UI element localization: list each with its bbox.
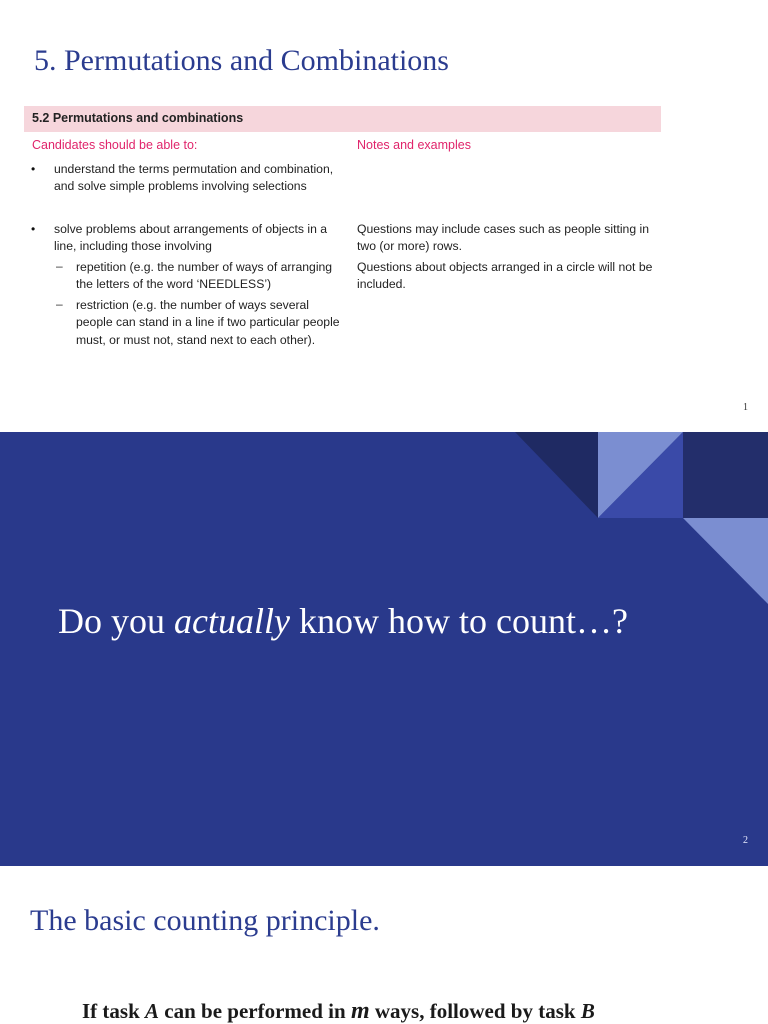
section-heading-band — [24, 106, 661, 132]
notes-heading: Notes and examples — [357, 138, 471, 152]
bullet-marker: • — [31, 162, 36, 176]
headline-emphasis: actually — [174, 601, 290, 641]
slide-3 — [0, 866, 768, 1024]
dash-marker: – — [56, 297, 63, 311]
dash-marker: – — [56, 259, 63, 273]
slide-headline — [58, 600, 628, 642]
note-item: Questions about objects arranged in a circle will not be included. — [357, 260, 653, 292]
page-number: 2 — [743, 835, 748, 846]
bullet-item: understand the terms permutation and combination, and solve simple problems involving selections — [54, 162, 334, 194]
statement-text: ways, followed by task — [369, 999, 581, 1023]
note-item: Questions may include cases such as people sitting in two (or more) rows. — [357, 222, 649, 254]
page-number: 1 — [743, 402, 748, 413]
slide-2 — [0, 432, 768, 866]
sub-item: repetition (e.g. the number of ways of arranging the letters of the word ‘NEEDLESS’) — [76, 260, 333, 292]
bullet-item: solve problems about arrangements of objects in a line, including those involving — [54, 222, 328, 254]
decorative-triangles — [0, 432, 768, 866]
variable-m: m — [350, 998, 370, 1024]
slide-1 — [0, 0, 768, 432]
bullet-marker: • — [31, 222, 36, 236]
statement-text: If task — [82, 999, 146, 1023]
headline-text: Do you — [58, 601, 174, 641]
section-heading: 5.2 Permutations and combinations — [32, 111, 244, 125]
shadow-triangle — [515, 432, 598, 518]
statement-text: can be performed in — [159, 999, 351, 1023]
variable-b: B — [580, 999, 595, 1023]
dark-block — [683, 432, 768, 518]
slide-title: 5. Permutations and Combinations — [34, 44, 449, 77]
sub-item: restriction (e.g. the number of ways several people can stand in a line if two particular people must, or must not, stand next to each other). — [76, 298, 340, 347]
headline-text: know how to count…? — [289, 601, 628, 641]
slide-title: The basic counting principle. — [30, 904, 380, 937]
variable-a: A — [145, 999, 160, 1023]
candidates-heading: Candidates should be able to: — [32, 138, 198, 152]
light-triangle — [683, 518, 768, 604]
principle-statement — [82, 998, 595, 1024]
